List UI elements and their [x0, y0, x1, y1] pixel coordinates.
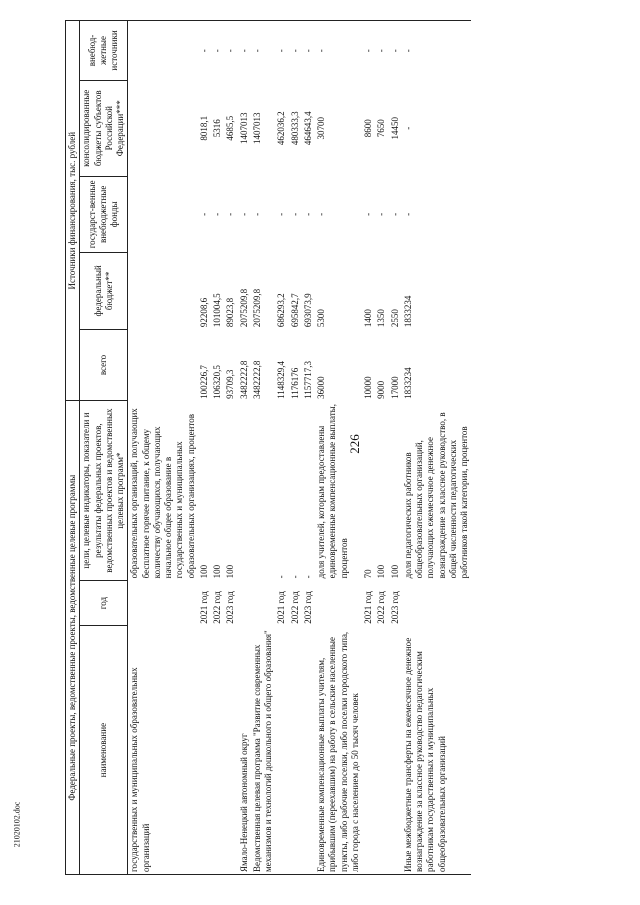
cell-funds: - — [376, 212, 387, 216]
cell-regional: 8600 — [363, 119, 373, 138]
table-row — [251, 21, 276, 875]
cell-year — [238, 580, 251, 625]
cell-extra: - — [375, 21, 388, 81]
cell-extra: - — [389, 21, 402, 81]
cell-year — [128, 580, 198, 625]
cell-extra: - — [251, 21, 276, 81]
cell-name — [289, 626, 302, 875]
cell-regional: 5316 — [212, 119, 222, 138]
header-sources-title: Источники финансирования, тыс. рублей — [66, 21, 80, 401]
cell-federal: 1400 — [363, 309, 373, 328]
cell-year: 2021 год — [363, 591, 373, 624]
cell-funds: - — [212, 212, 222, 216]
table-row — [302, 21, 315, 875]
cell-funds: - — [225, 212, 236, 216]
cell-funds: - — [289, 212, 300, 216]
cell-indicator: доля педагогических работников общеобразовательных организаций, получающих ежемесячное денежное вознаграждение за классное руководство, в общей численности педагогических работников такой категории, процентов — [402, 412, 469, 579]
cell-total: 1157717,3 — [302, 360, 313, 399]
cell-indicator: 100 — [198, 564, 209, 579]
cell-extra: - — [224, 21, 237, 81]
cell-year: 2022 год — [212, 591, 222, 624]
cell-funds: - — [198, 212, 209, 216]
cell-funds: - — [251, 212, 262, 216]
cell-indicator — [251, 401, 276, 580]
cell-indicator: 100 — [225, 564, 236, 579]
table-row — [375, 21, 388, 875]
cell-federal — [128, 253, 198, 330]
cell-year — [402, 580, 472, 625]
cell-indicator: 100 — [389, 564, 400, 579]
financing-table-container — [65, 20, 630, 875]
cell-federal: 1833234 — [402, 295, 413, 328]
cell-indicator: 70 — [363, 569, 373, 579]
header-extra: внебюд-жетные источники — [80, 21, 128, 81]
cell-year: 2023 год — [302, 591, 313, 624]
cell-total: 100226,7 — [198, 365, 209, 399]
cell-extra: - — [302, 21, 315, 81]
table-row — [224, 21, 237, 875]
header-group-title: Федеральные проекты, ведомственные проекты, ведомственные целевые программы — [66, 401, 80, 875]
table-body — [128, 21, 472, 875]
cell-funds: - — [402, 212, 413, 216]
cell-total: 1176176 — [289, 367, 300, 399]
cell-year: 2021 год — [198, 591, 209, 624]
financing-table — [65, 20, 471, 875]
cell-regional: 1407013 — [251, 112, 262, 144]
cell-regional: - — [402, 126, 413, 130]
table-row — [402, 21, 472, 875]
cell-year: 2022 год — [289, 591, 300, 624]
cell-funds: - — [389, 212, 400, 216]
cell-federal: 101004,5 — [212, 293, 222, 328]
table-row — [128, 21, 198, 875]
cell-regional: 464643,4 — [302, 111, 313, 146]
cell-year: 2021 год — [276, 591, 287, 624]
cell-federal: 2075209,8 — [238, 288, 249, 328]
cell-regional: 30700 — [316, 117, 326, 140]
cell-regional: 7650 — [376, 119, 387, 138]
cell-year — [251, 580, 276, 625]
cell-extra: - — [315, 21, 362, 81]
cell-name — [275, 626, 288, 875]
header-name: наименование — [80, 626, 128, 875]
cell-extra: - — [238, 21, 251, 81]
cell-name — [389, 626, 402, 875]
cell-federal: 2075209,8 — [251, 288, 262, 328]
cell-total: 10000 — [363, 376, 373, 399]
cell-extra: - — [211, 21, 224, 81]
cell-extra: - — [275, 21, 288, 81]
cell-indicator: 100 — [376, 564, 387, 579]
cell-funds: - — [238, 212, 249, 216]
cell-total: 1833234 — [402, 367, 413, 399]
cell-indicator: 100 — [212, 564, 222, 579]
table-row — [211, 21, 224, 875]
cell-total: 93709,3 — [225, 369, 236, 399]
cell-federal: 89023,8 — [225, 297, 236, 328]
document-code: 21020102.doc — [12, 801, 22, 848]
cell-funds: - — [276, 212, 287, 216]
cell-total: 17000 — [389, 376, 400, 399]
table-header — [66, 21, 128, 875]
header-regional: консолидированные бюджеты субъектов Российской Федерации*** — [80, 80, 128, 176]
table-row — [362, 21, 375, 875]
cell-regional: 14450 — [389, 117, 400, 140]
cell-total: 1148329,4 — [276, 360, 287, 399]
cell-regional: 480333,3 — [289, 111, 300, 146]
header-total: всего — [80, 329, 128, 401]
cell-extra: - — [289, 21, 302, 81]
cell-name: Ямало-Ненецкий автономный округ — [238, 626, 251, 875]
cell-indicator: - — [289, 575, 300, 579]
cell-federal: 686293,2 — [276, 293, 287, 328]
table-row — [315, 21, 362, 875]
table-row — [198, 21, 211, 875]
cell-funds — [128, 176, 198, 253]
cell-extra — [128, 21, 198, 81]
cell-year: 2023 год — [389, 591, 400, 624]
cell-regional: 462036,2 — [276, 111, 287, 146]
header-federal: федеральный бюджет** — [80, 253, 128, 330]
cell-year — [315, 580, 362, 625]
cell-name — [302, 626, 315, 875]
cell-name: государственных и муниципальных образовательных организаций — [128, 626, 198, 875]
header-year: год — [80, 580, 128, 625]
cell-extra: - — [362, 21, 375, 81]
cell-extra: - — [402, 21, 472, 81]
cell-total: 106320,5 — [212, 365, 222, 399]
cell-funds: - — [302, 212, 313, 216]
cell-total: 3482222,8 — [238, 360, 249, 399]
cell-indicator: доля учителей, которым предоставлены единовременные компенсационные выплаты, процентов — [316, 404, 349, 579]
cell-indicator: - — [302, 575, 313, 579]
cell-regional: 1407013 — [238, 112, 249, 144]
cell-federal: 693073,9 — [302, 293, 313, 328]
cell-name: Иные межбюджетные трансферты на ежемесячное денежное вознаграждение за классное руководство педагогическим работникам государственных и муниципальных общеобразовательных организаций — [402, 626, 472, 875]
cell-federal: 2550 — [389, 309, 400, 328]
cell-federal: 5300 — [316, 309, 326, 328]
cell-name: Ведомственная целевая программа "Развитие современных механизмов и технологий дошкольного и общего образования" — [251, 626, 276, 875]
cell-year: 2023 год — [225, 591, 236, 624]
cell-funds: - — [363, 212, 373, 216]
header-indicators: цели, целевые индикаторы, показатели и результаты федеральных проектов, ведомственных проектов и ведомственных целевых программ* — [80, 401, 128, 580]
table-row — [238, 21, 251, 875]
cell-regional: 4685,5 — [225, 115, 236, 141]
cell-federal: 92208,6 — [198, 297, 209, 328]
cell-indicator: образовательных организаций, получающих бесплатное горячее питание, к общему количеству обучающихся, получающих начальное общее образование в государственных и муниципальных образовательных организациях, процентов — [129, 408, 196, 579]
cell-regional: 8018,1 — [198, 115, 209, 141]
cell-total: 3482222,8 — [251, 360, 262, 399]
cell-name — [198, 626, 211, 875]
page-number: 226 — [346, 434, 362, 454]
cell-total — [128, 329, 198, 401]
cell-year: 2022 год — [376, 591, 387, 624]
cell-name — [211, 626, 224, 875]
cell-federal: 1350 — [376, 309, 387, 328]
cell-regional — [128, 80, 198, 176]
cell-funds: - — [316, 212, 326, 216]
table-row — [275, 21, 288, 875]
cell-name: Единовременные компенсационные выплаты учителям, прибывшим (переехавшим) на работу в сельские населенные пункты, либо рабочие поселки, либо поселки городского типа, либо города с населением до 50 тысяч человек — [315, 626, 362, 875]
cell-name — [375, 626, 388, 875]
cell-total: 9000 — [376, 380, 387, 399]
cell-name — [224, 626, 237, 875]
cell-indicator: - — [276, 575, 287, 579]
header-funds: государст-венные внебюджетные фонды — [80, 176, 128, 253]
table-row — [289, 21, 302, 875]
cell-total: 36000 — [316, 376, 326, 399]
cell-extra: - — [198, 21, 211, 81]
cell-indicator — [238, 401, 251, 580]
cell-federal: 695842,7 — [289, 293, 300, 328]
table-row — [389, 21, 402, 875]
cell-name — [362, 626, 375, 875]
